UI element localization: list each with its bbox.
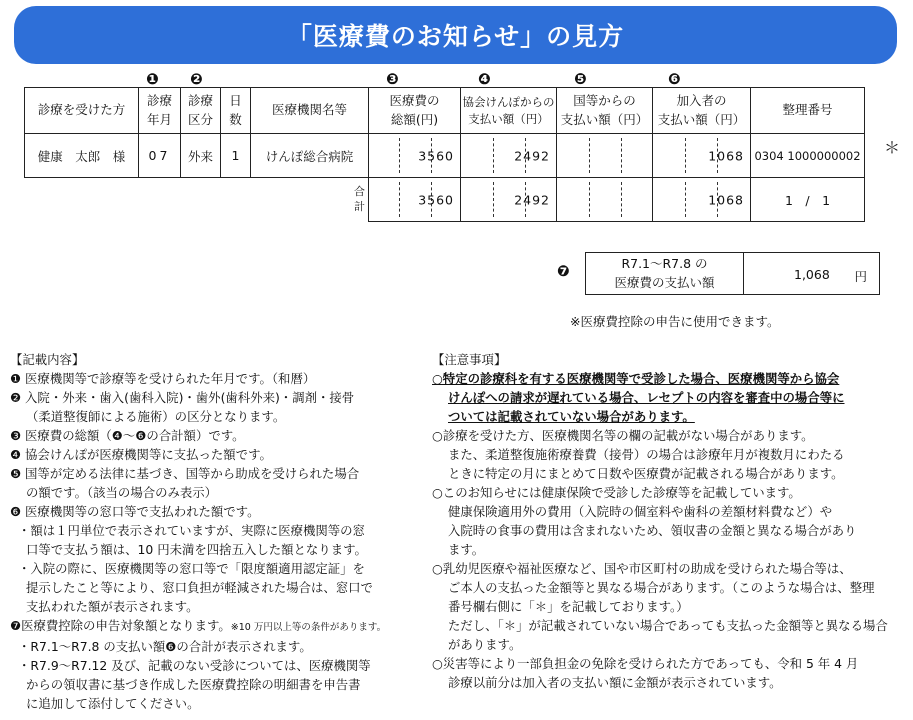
header-patient: 診療を受けた方 [25, 88, 139, 134]
list-item: ❼医療費控除の申告対象額となります。※10 万円以上等の条件があります。 [10, 618, 387, 633]
list-item: ただし、「＊」が記載されていない場合であっても支払った金額等と異なる場合 [448, 618, 888, 633]
deduction-value: 1,068 [794, 267, 830, 282]
header-reference: 整理番号 [751, 88, 865, 134]
kyokai-amount: 2492 [514, 148, 550, 163]
list-item: ・額は１円単位で表示されていますが、実際に医療機関等の窓 [18, 523, 365, 538]
list-item: 番号欄右側に「＊」を記載しております。） [448, 599, 689, 614]
marker-7: ❼ [557, 262, 570, 280]
list-item: 健康保険適用外の費用（入院時の個室料や歯科の差額材料費など）や [448, 504, 833, 519]
total-amount: 3560 [418, 148, 454, 163]
cell-year-month: 07 [139, 134, 181, 178]
cell-public [557, 134, 653, 178]
list-item: ときに特定の月にまとめて日数や医療費が記載される場合があります。 [448, 466, 844, 481]
header-days: 日 数 [221, 88, 251, 134]
summary-member: 1068 [653, 178, 751, 222]
marker-1: ❶ [146, 70, 159, 88]
list-item: 支払われた額が表示されます。 [26, 599, 199, 614]
marker-2: ❷ [190, 70, 203, 88]
header-year-month: 診療 年月 [139, 88, 181, 134]
cell-kyokai [461, 134, 557, 178]
deduction-unit: 円 [854, 269, 867, 284]
list-item: ❻ 医療機関等の窓口等で支払われた額です。 [10, 504, 260, 519]
list-item: に追加して添付してください。 [26, 696, 200, 711]
list-item: ○乳幼児医療や福祉医療など、国や市区町村の助成を受けられた場合等は、 [432, 561, 852, 576]
cell-days: 1 [221, 134, 251, 178]
list-item: ❹ 協会けんぽが医療機関等に支払った額です。 [10, 447, 272, 462]
list-item: ついては記載されていない場合があります。 [448, 409, 695, 424]
list-item: けんぽへの請求が遅れている場合、レセプトの内容を審査中の場合等に [448, 390, 845, 405]
deduction-value-cell [744, 253, 880, 295]
marker-5: ❺ [574, 70, 587, 88]
list-item: ○診療を受けた方、医療機関名等の欄の記載がない場合があります。 [432, 428, 814, 443]
section-heading: 【記載内容】 [10, 352, 85, 367]
summary-total: 3560 [369, 178, 461, 222]
list-item: ❸ 医療費の総額（❹～❻の合計額）です。 [10, 428, 245, 443]
cell-reference: 0304 1000000002 [751, 134, 865, 178]
deduction-note: ※医療費控除の申告に使用できます。 [570, 314, 780, 329]
marker-6: ❻ [668, 70, 681, 88]
member-amount: 1068 [708, 148, 744, 163]
header-public: 国等からの 支払い額（円） [557, 88, 653, 134]
summary-public [557, 178, 653, 222]
summary-label: 合 計 [251, 178, 369, 222]
list-item: 入院時の食事の費用は含まれないため、領収書の金額と異なる場合があり [448, 523, 857, 538]
cell-category: 外来 [181, 134, 221, 178]
list-item: があります。 [448, 637, 522, 652]
list-item: ○このお知らせには健康保険で受診した診療等を記載しています。 [432, 485, 801, 500]
list-item: の額です。（該当の場合のみ表示） [26, 485, 218, 500]
page-title: 「医療費のお知らせ」の見方 [14, 6, 897, 64]
list-item: ❶ 医療機関等で診療等を受けられた年月です。（和暦） [10, 371, 316, 386]
list-item: （柔道整復師による施術）の区分となります。 [26, 409, 286, 424]
list-item: また、柔道整復施術療養費（接骨）の場合は診療年月が複数月にわたる [448, 447, 845, 462]
list-item: ❷ 入院・外来・歯入(歯科入院)・歯外(歯科外来)・調剤・接骨 [10, 390, 355, 405]
asterisk-mark: ＊ [884, 138, 901, 157]
list-item: からの領収書に基づき作成した医療費控除の明細書を申告書 [26, 677, 361, 692]
summary-page: 1 / 1 [751, 178, 865, 222]
cell-facility: けんぽ総合病院 [251, 134, 369, 178]
notes-section [432, 350, 902, 692]
header-facility: 医療機関名等 [251, 88, 369, 134]
list-item: ○災害等により一部負担金の免除を受けられた方であっても、令和 5 年 4 月 [432, 656, 859, 671]
cell-patient: 健康 太郎 様 [25, 134, 139, 178]
description-section [10, 350, 430, 713]
marker-3: ❸ [386, 70, 399, 88]
summary-row [25, 178, 865, 222]
header-total: 医療費の 総額(円) [369, 88, 461, 134]
list-item: ・R7.9～R7.12 及び、記載のない受診については、医療機関等 [18, 658, 371, 673]
header-category: 診療 区分 [181, 88, 221, 134]
deduction-box [585, 252, 880, 295]
table-header-row [25, 88, 865, 134]
cell-total [369, 134, 461, 178]
deduction-label: R7.1～R7.8 の 医療費の支払い額 [586, 253, 744, 295]
header-kyokai: 協会けんぽからの 支払い額（円） [461, 88, 557, 134]
header-member: 加入者の 支払い額（円） [653, 88, 751, 134]
list-item: ○特定の診療科を有する医療機関等で受診した場合、医療機関等から協会 [432, 371, 840, 386]
section-heading: 【注意事項】 [432, 352, 507, 367]
table-row [25, 134, 865, 178]
list-item: ・入院の際に、医療機関等の窓口等で「限度額適用認定証」を [18, 561, 365, 576]
statement-table [24, 87, 865, 222]
list-item: ます。 [448, 542, 485, 557]
list-item: 口等で支払う額は、10 円未満を四捨五入した額となります。 [26, 542, 367, 557]
list-item: 診療以前分は加入者の支払い額に金額が表示されています。 [448, 675, 782, 690]
list-item: ❺ 国等が定める法律に基づき、国等から助成を受けられた場合 [10, 466, 360, 481]
cell-member [653, 134, 751, 178]
list-item: ・R7.1～R7.8 の支払い額❻の合計が表示されます。 [18, 639, 312, 654]
list-item: 提示したこと等により、窓口負担が軽減された場合は、窓口で [26, 580, 373, 595]
list-item: ご本人の支払った金額等と異なる場合があります。（このような場合は、整理 [448, 580, 875, 595]
summary-kyokai: 2492 [461, 178, 557, 222]
marker-4: ❹ [478, 70, 491, 88]
